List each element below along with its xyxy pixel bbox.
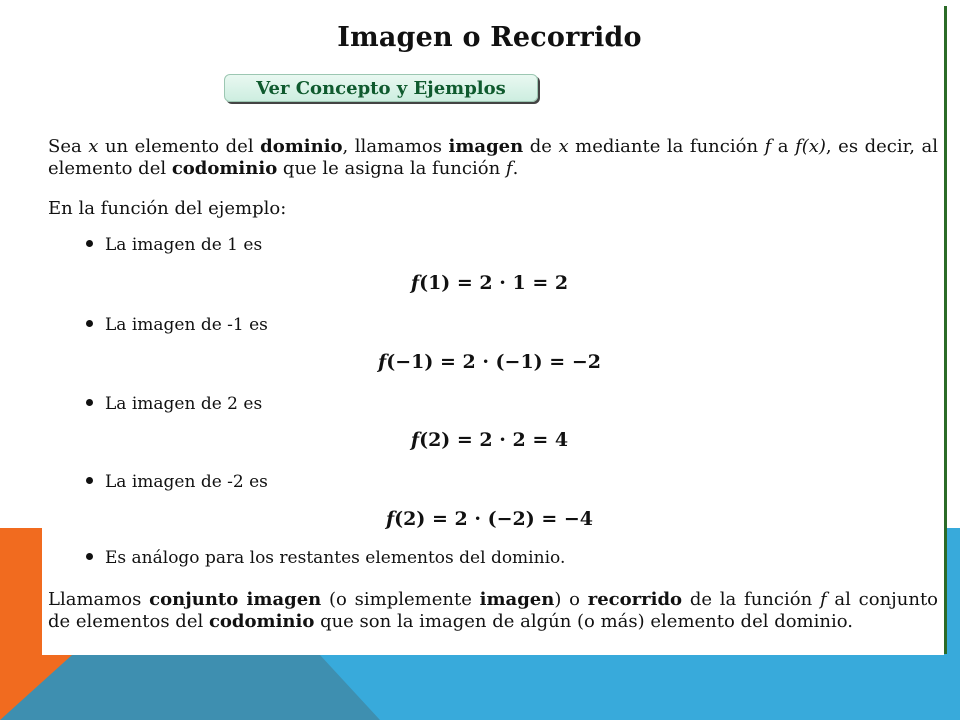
list-item: La imagen de 1 es: [86, 234, 262, 256]
bullet-icon: [86, 477, 93, 484]
content-panel: [42, 0, 944, 655]
list-item: Es análogo para los restantes elementos del dominio.: [86, 547, 565, 569]
bullet-icon: [86, 240, 93, 247]
list-item: La imagen de -2 es: [86, 471, 268, 493]
formula: f(2) = 2 · (−2) = −4: [385, 508, 593, 530]
list-item: La imagen de 2 es: [86, 393, 262, 415]
ver-concepto-button-label: Ver Concepto y Ejemplos: [256, 77, 506, 99]
bullet-icon: [86, 399, 93, 406]
page-title: Imagen o Recorrido: [337, 22, 642, 53]
intro-paragraph: Sea x un elemento del dominio, llamamos imagen de x mediante la función f a f(x), es decir, al elemento del codominio que le asigna la función f.: [48, 136, 938, 179]
formula: f(1) = 2 · 1 = 2: [410, 272, 569, 294]
formula: f(2) = 2 · 2 = 4: [410, 429, 569, 451]
formula: f(−1) = 2 · (−1) = −2: [378, 351, 601, 373]
ver-concepto-button[interactable]: [224, 74, 538, 102]
bullet-icon: [86, 320, 93, 327]
example-intro: En la función del ejemplo:: [48, 198, 287, 219]
bullet-icon: [86, 553, 93, 560]
closing-paragraph: Llamamos conjunto imagen (o simplemente imagen) o recorrido de la función f al conjunto de elementos del codominio que son la imagen de algún (o más) elemento del dominio.: [48, 589, 939, 632]
list-item: La imagen de -1 es: [86, 314, 268, 336]
panel-right-border: [944, 6, 947, 654]
